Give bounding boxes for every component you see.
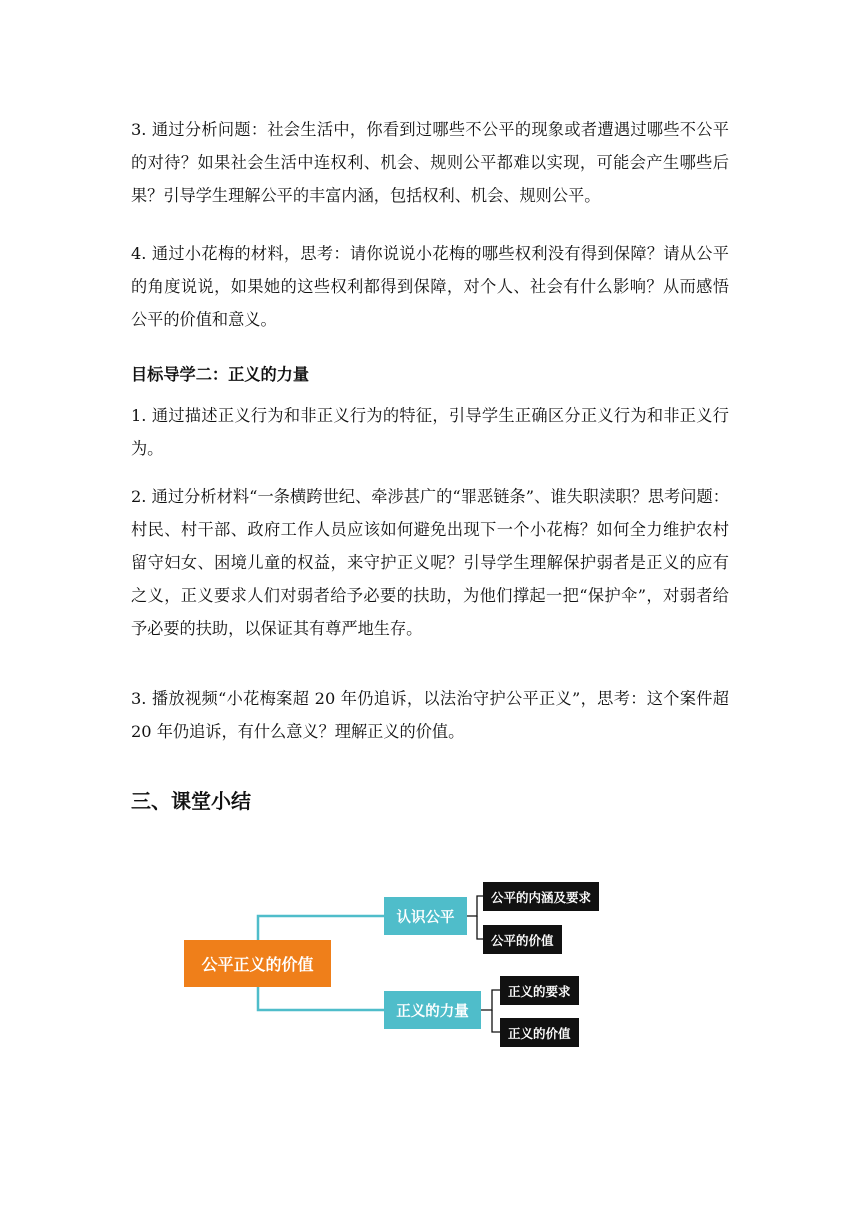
mindmap-leaf-fairness-value: 公平的价值 bbox=[483, 925, 562, 954]
mindmap-branch-justice: 正义的力量 bbox=[384, 991, 481, 1029]
connector-root-branch2 bbox=[258, 987, 384, 1010]
connector-root-branch1 bbox=[258, 916, 384, 940]
paragraph-justice-1: 1. 通过描述正义行为和非正义行为的特征，引导学生正确区分正义行为和非正义行为。 bbox=[131, 406, 729, 458]
goal-heading-justice: 目标导学二：正义的力量 bbox=[131, 365, 310, 384]
paragraph-item-3: 3. 通过分析问题：社会生活中，你看到过哪些不公平的现象或者遭遇过哪些不公平的对待？如果社会生活中连权利、机会、规则公平都难以实现，可能会产生哪些后果？引导学生理解公平的丰富内涵，包括权利、机会、规则公平。 bbox=[131, 120, 729, 205]
paragraph-item-4: 4. 通过小花梅的材料，思考：请你说说小花梅的哪些权利没有得到保障？请从公平的角度说说，如果她的这些权利都得到保障，对个人、社会有什么影响？从而感悟公平的价值和意义。 bbox=[131, 244, 729, 329]
mindmap-branch-fairness: 认识公平 bbox=[384, 897, 467, 935]
connector-branch2-leaves bbox=[481, 990, 500, 1010]
section-title-summary: 三、课堂小结 bbox=[131, 789, 251, 813]
mindmap-leaf-fairness-connotation: 公平的内涵及要求 bbox=[483, 882, 599, 911]
mindmap-leaf-justice-value: 正义的价值 bbox=[500, 1018, 579, 1047]
connector-branch2-leaf2 bbox=[492, 1010, 500, 1032]
paragraph-justice-2: 2. 通过分析材料“一条横跨世纪、牵涉甚广的“罪恶链条”、谁失职渎职？思考问题：村民、村干部、政府工作人员应该如何避免出现下一个小花梅？如何全力维护农村留守妇女、困境儿童的权益，来守护正义呢？引导学生理解保护弱者是正义的应有之义，正义要求人们对弱者给予必要的扶助，为他们撑起一把“保护伞”，对弱者给予必要的扶助，以保证其有尊严地生存。 bbox=[131, 487, 729, 638]
mindmap-root-node: 公平正义的价值 bbox=[184, 940, 331, 987]
paragraph-justice-3: 3. 播放视频“小花梅案超 20 年仍追诉，以法治守护公平正义”，思考：这个案件超 20 年仍追诉，有什么意义？理解正义的价值。 bbox=[131, 689, 729, 741]
connector-branch1-leaves bbox=[467, 896, 483, 916]
mindmap-leaf-justice-requirement: 正义的要求 bbox=[500, 976, 579, 1005]
